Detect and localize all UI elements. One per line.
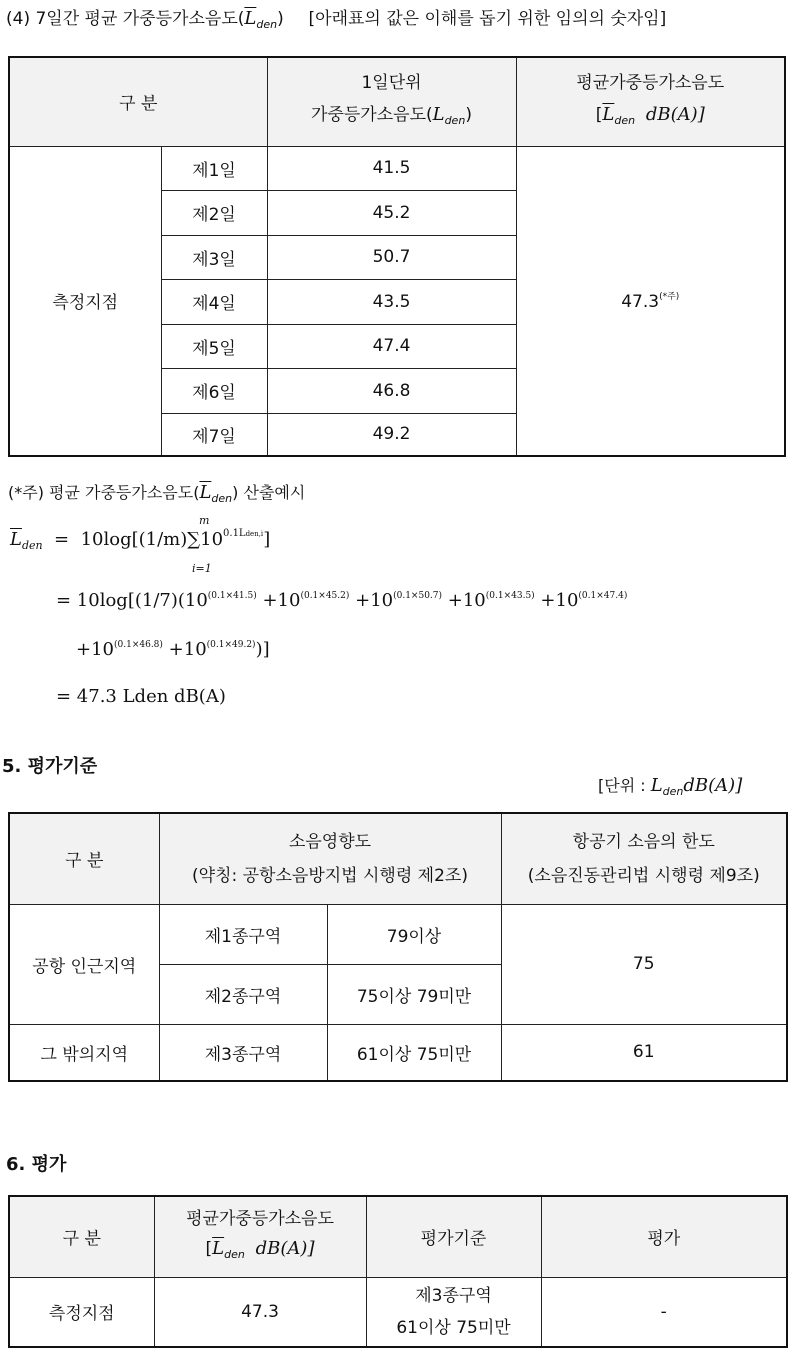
criteria-header-impact: 소음영향도 (약칭: 공항소음방지법 시행령 제2조): [159, 813, 501, 904]
evaluation-table: [8, 1195, 788, 1348]
sum-lower-limit: i=1: [192, 562, 212, 575]
day-label: 제4일: [161, 279, 267, 324]
day-value: 50.7: [267, 235, 516, 279]
formula-exp: (0.1×43.5): [485, 591, 535, 601]
formula-lhs-sub: den: [21, 539, 43, 552]
zone-range: 75이상 79미만: [327, 964, 501, 1024]
criteria-header-category: 구 분: [9, 813, 159, 904]
formula-plus10: +10: [355, 590, 394, 611]
day-value: 45.2: [267, 190, 516, 235]
zone-range: 79이상: [327, 904, 501, 964]
eval-header-average: 평균가중등가소음도 [$\overline{L}_{den}$ dB(A)]: [154, 1196, 366, 1277]
limit-value: 75: [501, 904, 787, 1024]
formula-exp: (0.1×41.5): [207, 591, 257, 601]
day-label: 제2일: [161, 190, 267, 235]
day-value: 41.5: [267, 146, 516, 190]
formula-sum-expr: 10log[(1/m)∑10: [80, 529, 224, 550]
location-cell: 측정지점: [9, 146, 161, 456]
day-label: 제1일: [161, 146, 267, 190]
header-average-line1: 평균가중등가소음도: [576, 72, 725, 93]
formula-sum-exponent: 0.1Lden,i: [223, 528, 264, 539]
formula-exp: (0.1×49.2): [206, 640, 256, 650]
area-airport: 공항 인근지역: [9, 904, 159, 1024]
criteria-table: [8, 812, 788, 1082]
eval-criteria: 제3종구역 61이상 75미만: [366, 1277, 541, 1347]
sum-upper-limit: m: [199, 514, 210, 527]
average-cell: $47.3^{(*주)}$: [516, 146, 785, 456]
header-daily-line2: 가중등가소음도$(L_{den})$: [311, 103, 472, 127]
formula-plus10: +10: [168, 639, 207, 660]
formula-line1: [10, 528, 270, 552]
header-daily-level: [267, 57, 516, 146]
day-value: 47.4: [267, 324, 516, 368]
eval-value: 47.3: [154, 1277, 366, 1347]
eval-location: 측정지점: [9, 1277, 154, 1347]
formula-plus10: +10: [262, 590, 301, 611]
formula-result: = 47.3 Lden dB(A): [56, 686, 226, 707]
eval-result: -: [541, 1277, 787, 1347]
zone-label: 제3종구역: [159, 1024, 327, 1081]
formula-line2: [56, 590, 627, 611]
day-value: 46.8: [267, 368, 516, 413]
day-label: 제5일: [161, 324, 267, 368]
eval-header-category: 구 분: [9, 1196, 154, 1277]
footnote: [8, 480, 305, 505]
header-daily-line1: 1일단위: [361, 72, 422, 93]
header-average-level: [516, 57, 785, 146]
formula-exp: (0.1×50.7): [393, 591, 443, 601]
footnote-prefix: (*주) 평균 가중등가소음도(: [8, 483, 200, 502]
header-category: 구 분: [9, 57, 267, 146]
formula-line3-prefix: +10: [76, 639, 114, 660]
formula-exp: (0.1×47.4): [578, 591, 628, 601]
header-average-line2: [$\overline{L}_{den}$ dB(A)]: [595, 103, 705, 127]
section4-title-suffix: ): [277, 9, 284, 29]
daily-noise-table: [8, 56, 786, 457]
footnote-sub: den: [211, 492, 233, 505]
footnote-L: $\overline{L}$: [199, 482, 212, 503]
formula-line3: [76, 639, 270, 660]
zone-label: 제2종구역: [159, 964, 327, 1024]
day-value: 49.2: [267, 413, 516, 456]
day-label: 제6일: [161, 368, 267, 413]
zone-label: 제1종구역: [159, 904, 327, 964]
zone-range: 61이상 75미만: [327, 1024, 501, 1081]
day-label: 제3일: [161, 235, 267, 279]
section4-title: [6, 4, 666, 31]
formula-line3-end: )]: [255, 639, 270, 660]
day-value: 43.5: [267, 279, 516, 324]
section4-title-prefix: (4) 7일간 평균 가중등가소음도(: [6, 9, 245, 29]
formula-eq: =: [54, 529, 70, 550]
section5-title: 5. 평가기준: [2, 756, 98, 777]
eval-header-result: 평가: [541, 1196, 787, 1277]
section4-note: [아래표의 값은 이해를 돕기 위한 임의의 숫자임]: [308, 9, 667, 29]
formula-line2-prefix: = 10log[(1/7)(10: [56, 590, 208, 611]
formula-line1-end: ]: [263, 529, 271, 550]
limit-value: 61: [501, 1024, 787, 1081]
eval-header-criteria: 평가기준: [366, 1196, 541, 1277]
formula-plus10: +10: [540, 590, 579, 611]
section4-title-sub: den: [256, 18, 278, 31]
formula-lhs-L: $\overline{L}$: [10, 529, 22, 550]
formula-plus10: +10: [447, 590, 486, 611]
unit-label: [단위 : $L_{den}dB(A)$]: [598, 775, 743, 798]
section4-title-L: $\overline{L}$: [244, 8, 257, 29]
footnote-suffix: ) 산출예시: [232, 483, 306, 502]
criteria-header-limit: 항공기 소음의 한도 (소음진동관리법 시행령 제9조): [501, 813, 787, 904]
section6-title: 6. 평가: [6, 1154, 67, 1175]
formula-exp: (0.1×46.8): [114, 640, 163, 650]
area-other: 그 밖의지역: [9, 1024, 159, 1081]
day-label: 제7일: [161, 413, 267, 456]
formula-exp: (0.1×45.2): [300, 591, 350, 601]
